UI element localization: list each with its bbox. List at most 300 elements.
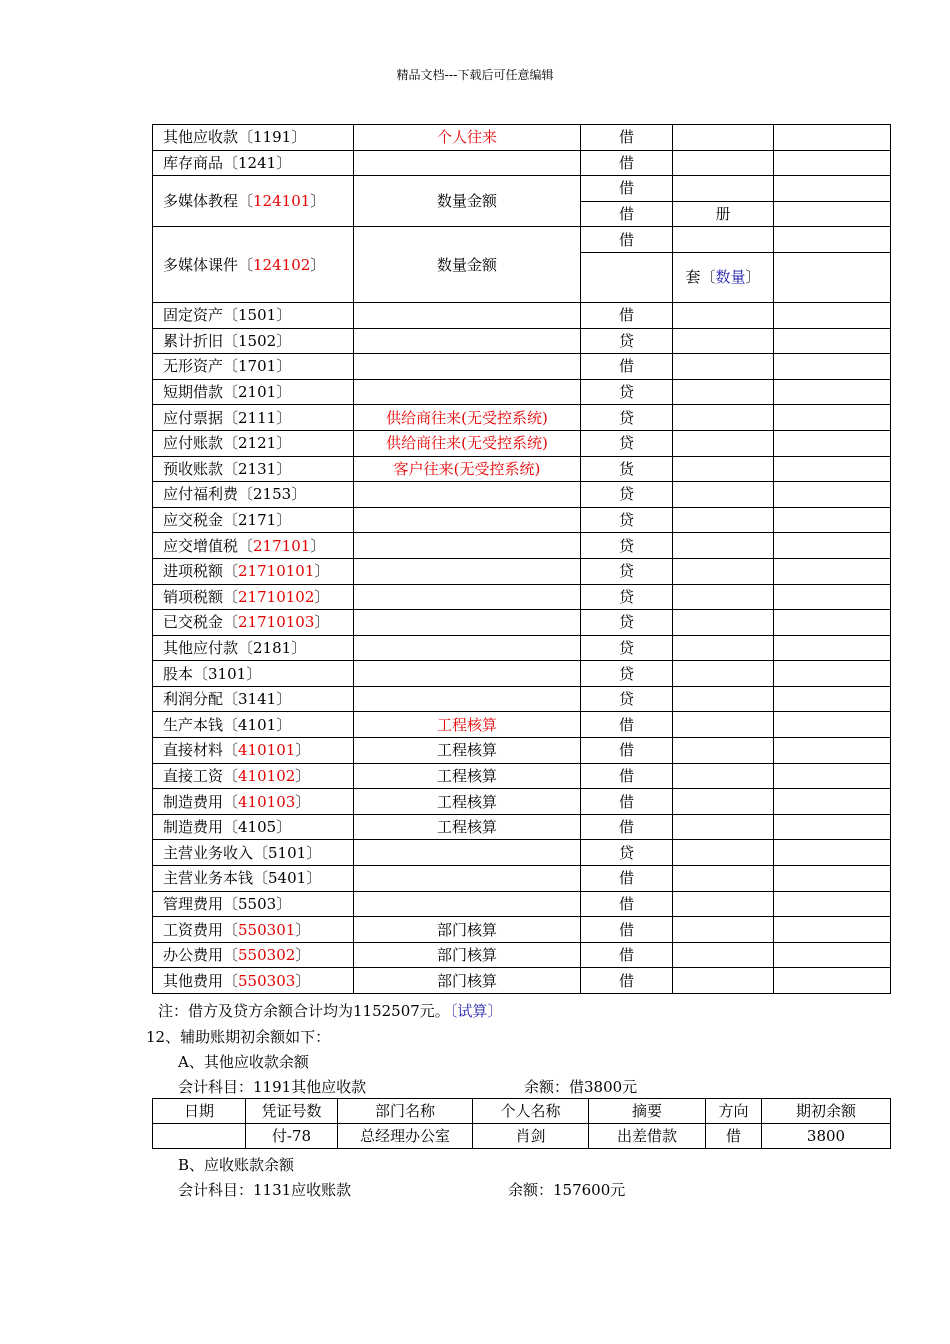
extra-cell: [774, 917, 891, 943]
account-code-bracket: 〕: [276, 383, 292, 402]
balance-direction-cell: 贷: [581, 661, 673, 687]
aux-header-person: 个人名称: [473, 1099, 589, 1124]
extra-cell: [774, 176, 891, 202]
account-name: 已交税金〔: [163, 613, 239, 632]
account-name: 直接工资〔: [163, 766, 239, 785]
extra-cell: [774, 354, 891, 380]
balance-direction-cell: 贷: [581, 507, 673, 533]
account-code-bracket: 〕: [276, 357, 292, 376]
unit-cell: [673, 840, 774, 866]
account-code-bracket: 〕: [314, 613, 330, 632]
subsection-b-balance: 余额：157600元: [508, 1181, 626, 1199]
account-name: 管理费用〔: [163, 894, 239, 913]
account-code-bracket: 〕: [295, 792, 311, 811]
aux-header-date: 日期: [153, 1099, 246, 1124]
account-name: 利润分配〔: [163, 690, 239, 709]
table-row: [153, 507, 891, 533]
aux-accounting-cell: [354, 686, 581, 712]
account-code: 2131: [238, 459, 277, 478]
aux-accounting-cell: [354, 610, 581, 636]
account-code: 3101: [208, 664, 247, 683]
extra-cell: [774, 328, 891, 354]
extra-cell: [774, 482, 891, 508]
table-row: [153, 328, 891, 354]
account-name-cell: [153, 891, 354, 917]
unit-cell: [673, 866, 774, 892]
account-code-bracket: 〕: [310, 192, 326, 211]
account-code: 550302: [238, 946, 296, 965]
balance-direction-cell: 贷: [581, 635, 673, 661]
unit-cell: [673, 891, 774, 917]
account-name: 制造费用〔: [163, 792, 239, 811]
aux-accounting-cell: [354, 635, 581, 661]
extra-cell: [774, 712, 891, 738]
account-name-cell: [153, 738, 354, 764]
account-name: 库存商品〔: [163, 153, 239, 172]
account-code: 550301: [238, 920, 296, 939]
account-code-bracket: 〕: [276, 434, 292, 453]
balance-direction-cell: 贷: [581, 379, 673, 405]
table-row: [153, 379, 891, 405]
account-name-cell: [153, 686, 354, 712]
table-row: [153, 917, 891, 943]
table-row: [153, 968, 891, 994]
account-code-bracket: 〕: [295, 741, 311, 760]
page-header: 精品文档---下载后可任意编辑: [396, 68, 554, 82]
table-row: [153, 738, 891, 764]
account-code: 4101: [238, 715, 277, 734]
account-code: 1241: [238, 153, 277, 172]
unit-cell: [673, 379, 774, 405]
balance-direction-cell: 借: [581, 763, 673, 789]
extra-cell: [774, 456, 891, 482]
account-code: 5503: [238, 894, 277, 913]
balance-direction-cell: 贷: [581, 405, 673, 431]
extra-cell: [774, 661, 891, 687]
table-row: [153, 482, 891, 508]
account-name: 主营业务本钱〔: [163, 869, 269, 888]
account-code-bracket: 〕: [295, 946, 311, 965]
aux-accounting-cell: 个人往来: [354, 125, 581, 151]
account-code: 5101: [268, 843, 307, 862]
unit-cell: [673, 328, 774, 354]
account-name: 短期借款〔: [163, 383, 239, 402]
unit-cell: [673, 430, 774, 456]
account-name: 应交增值税〔: [163, 536, 254, 555]
account-name-cell: [153, 405, 354, 431]
account-name-cell: [153, 456, 354, 482]
balance-direction-cell: 借: [581, 738, 673, 764]
aux-accounting-cell: [354, 150, 581, 176]
aux-header-department: 部门名称: [338, 1099, 473, 1124]
table-row: [153, 558, 891, 584]
account-name: 应付福利费〔: [163, 485, 254, 504]
aux-cell-person: 肖剑: [473, 1124, 589, 1149]
account-name-cell: [153, 763, 354, 789]
aux-accounting-cell: 部门核算: [354, 942, 581, 968]
account-code-bracket: 〕: [295, 971, 311, 990]
account-code-bracket: 〕: [306, 843, 322, 862]
account-code: 2121: [238, 434, 277, 453]
balance-direction-cell: 贷: [581, 686, 673, 712]
unit-cell: [673, 176, 774, 202]
account-name-cell: [153, 712, 354, 738]
account-code-bracket: 〕: [314, 587, 330, 606]
table-row: [153, 456, 891, 482]
balance-direction-cell: 贷: [581, 584, 673, 610]
balance-direction-cell: 借: [581, 354, 673, 380]
aux-accounting-cell: [354, 302, 581, 328]
account-code: 1701: [238, 357, 277, 376]
account-name: 固定资产〔: [163, 306, 239, 325]
balance-direction-cell: 借: [581, 227, 673, 253]
account-name-cell: [153, 789, 354, 815]
account-name-cell: [153, 430, 354, 456]
account-code: 410102: [238, 766, 296, 785]
account-code: 3141: [238, 690, 277, 709]
account-code: 410103: [238, 792, 296, 811]
account-code-bracket: 〕: [295, 766, 311, 785]
table-row: [153, 686, 891, 712]
aux-cell-summary: 出差借款: [589, 1124, 706, 1149]
account-name: 主营业务收入〔: [163, 843, 269, 862]
extra-cell: [774, 635, 891, 661]
account-name: 无形资产〔: [163, 357, 239, 376]
aux-table-header-row: [153, 1099, 891, 1124]
aux-accounting-cell: 部门核算: [354, 968, 581, 994]
table-row: [153, 430, 891, 456]
unit-cell: [673, 635, 774, 661]
aux-accounting-cell: 工程核算: [354, 738, 581, 764]
balance-direction-cell: 贷: [581, 482, 673, 508]
unit-cell: [673, 482, 774, 508]
aux-cell-opening-balance: 3800: [762, 1124, 891, 1149]
aux-accounting-cell: [354, 584, 581, 610]
account-name: 其他应收款〔: [163, 128, 254, 147]
table-row: [153, 866, 891, 892]
balance-direction-cell: 货: [581, 456, 673, 482]
account-code: 1191: [253, 128, 292, 147]
aux-accounting-cell: 工程核算: [354, 712, 581, 738]
account-code-bracket: 〕: [291, 638, 307, 657]
extra-cell: [774, 610, 891, 636]
extra-cell: [774, 789, 891, 815]
table-row: [153, 1124, 891, 1149]
extra-cell: [774, 584, 891, 610]
account-code: 4105: [238, 818, 277, 837]
account-code: 21710102: [238, 587, 315, 606]
aux-cell-voucher: 付-78: [246, 1124, 338, 1149]
account-name-cell: [153, 354, 354, 380]
account-name-cell: [153, 379, 354, 405]
unit-cell: [673, 150, 774, 176]
other-receivable-table: [152, 1098, 891, 1149]
account-name-cell: [153, 840, 354, 866]
balance-direction-cell: 借: [581, 814, 673, 840]
account-code: 1502: [238, 331, 277, 350]
subsection-a-balance: 余额：借3800元: [524, 1078, 638, 1096]
extra-cell: [774, 150, 891, 176]
account-name: 制造费用〔: [163, 818, 239, 837]
extra-cell: [774, 302, 891, 328]
account-code: 2181: [253, 638, 292, 657]
account-name: 预收账款〔: [163, 459, 239, 478]
aux-accounting-cell: [354, 558, 581, 584]
account-code: 1501: [238, 306, 277, 325]
extra-cell: [774, 507, 891, 533]
account-table: [152, 124, 891, 994]
account-code: 2101: [238, 383, 277, 402]
balance-direction-cell: 借: [581, 968, 673, 994]
unit-cell: [673, 302, 774, 328]
unit-cell: [673, 917, 774, 943]
table-row: [153, 789, 891, 815]
table-row: [153, 150, 891, 176]
table-row: [153, 584, 891, 610]
account-name-cell: [153, 610, 354, 636]
account-code-bracket: 〕: [291, 485, 307, 504]
account-code-bracket: 〕: [276, 715, 292, 734]
account-name-cell: [153, 227, 354, 303]
aux-accounting-cell: 数量金额: [354, 227, 581, 303]
unit-cell: [673, 814, 774, 840]
unit-cell: [673, 227, 774, 253]
balance-direction-cell: 借: [581, 150, 673, 176]
table-row: [153, 354, 891, 380]
account-name-cell: [153, 558, 354, 584]
aux-header-summary: 摘要: [589, 1099, 706, 1124]
account-name-cell: [153, 125, 354, 151]
extra-cell: [774, 866, 891, 892]
account-name-cell: [153, 150, 354, 176]
account-code-bracket: 〕: [310, 536, 326, 555]
table-row: [153, 840, 891, 866]
subsection-a-title: A、其他应收款余额: [178, 1053, 309, 1071]
aux-accounting-cell: [354, 866, 581, 892]
unit-bracket: 〕: [745, 268, 761, 287]
extra-cell: [774, 891, 891, 917]
account-name-cell: [153, 328, 354, 354]
unit-cell: [673, 789, 774, 815]
unit-cell: [673, 252, 774, 302]
account-code-bracket: 〕: [276, 408, 292, 427]
account-name: 多媒体课件〔: [163, 255, 254, 274]
account-name-cell: [153, 635, 354, 661]
account-code-bracket: 〕: [276, 331, 292, 350]
account-name: 其他费用〔: [163, 971, 239, 990]
unit-cell: [673, 763, 774, 789]
account-code: 217101: [253, 536, 311, 555]
balance-direction-cell: 借: [581, 712, 673, 738]
aux-accounting-cell: 工程核算: [354, 814, 581, 840]
unit-cell: [673, 354, 774, 380]
extra-cell: [774, 252, 891, 302]
unit-cell: [673, 686, 774, 712]
extra-cell: [774, 763, 891, 789]
account-name-cell: [153, 176, 354, 227]
unit-cell: [673, 558, 774, 584]
account-name: 应付账款〔: [163, 434, 239, 453]
extra-cell: [774, 968, 891, 994]
account-name: 工资费用〔: [163, 920, 239, 939]
unit-cell: [673, 712, 774, 738]
table-row: [153, 891, 891, 917]
balance-direction-cell: 借: [581, 891, 673, 917]
aux-accounting-cell: [354, 507, 581, 533]
aux-header-opening-balance: 期初余额: [762, 1099, 891, 1124]
aux-accounting-cell: [354, 354, 581, 380]
aux-accounting-cell: 数量金额: [354, 176, 581, 227]
account-name-cell: [153, 533, 354, 559]
account-name: 应交税金〔: [163, 511, 239, 530]
account-name: 销项税额〔: [163, 587, 239, 606]
table-row: [153, 227, 891, 253]
account-name: 直接材料〔: [163, 741, 239, 760]
section-12-heading: 12、辅助账期初余额如下：: [146, 1028, 331, 1046]
aux-accounting-cell: [354, 840, 581, 866]
balance-direction-cell: 贷: [581, 328, 673, 354]
aux-header-direction: 方向: [706, 1099, 762, 1124]
account-code-bracket: 〕: [306, 869, 322, 888]
account-code-bracket: 〕: [276, 818, 292, 837]
account-name: 其他应付款〔: [163, 638, 254, 657]
account-name-cell: [153, 942, 354, 968]
table-row: [153, 661, 891, 687]
extra-cell: [774, 558, 891, 584]
balance-direction-cell: 贷: [581, 558, 673, 584]
account-code-bracket: 〕: [276, 306, 292, 325]
aux-header-voucher: 凭证号数: [246, 1099, 338, 1124]
extra-cell: [774, 840, 891, 866]
unit-cell: [673, 610, 774, 636]
account-name: 进项税额〔: [163, 562, 239, 581]
unit-cell: [673, 125, 774, 151]
unit-cell: [673, 456, 774, 482]
aux-accounting-cell: 部门核算: [354, 917, 581, 943]
table-row: [153, 610, 891, 636]
account-code-bracket: 〕: [295, 920, 311, 939]
extra-cell: [774, 738, 891, 764]
account-code-bracket: 〕: [314, 562, 330, 581]
account-name-cell: [153, 482, 354, 508]
account-code-bracket: 〕: [276, 894, 292, 913]
account-name-cell: [153, 917, 354, 943]
unit-cell: [673, 533, 774, 559]
account-code-bracket: 〕: [276, 690, 292, 709]
account-name: 应付票据〔: [163, 408, 239, 427]
account-name: 办公费用〔: [163, 946, 239, 965]
balance-direction-cell: 借: [581, 302, 673, 328]
account-name-cell: [153, 968, 354, 994]
extra-cell: [774, 125, 891, 151]
aux-accounting-cell: 工程核算: [354, 763, 581, 789]
account-code: 21710103: [238, 613, 315, 632]
account-code: 2111: [238, 408, 277, 427]
aux-accounting-cell: [354, 482, 581, 508]
aux-accounting-cell: 供给商往来(无受控系统): [354, 430, 581, 456]
account-code-bracket: 〕: [276, 511, 292, 530]
unit-cell: [673, 405, 774, 431]
account-name-cell: [153, 507, 354, 533]
unit-cell: [673, 738, 774, 764]
table-row: [153, 125, 891, 151]
aux-cell-department: 总经理办公室: [338, 1124, 473, 1149]
balance-direction-cell: 借: [581, 176, 673, 202]
aux-cell-date: [153, 1124, 246, 1149]
table-row: [153, 712, 891, 738]
table-row: [153, 533, 891, 559]
table-row: [153, 302, 891, 328]
balance-direction-cell: 借: [581, 125, 673, 151]
account-name: 累计折旧〔: [163, 331, 239, 350]
account-code: 2171: [238, 511, 277, 530]
extra-cell: [774, 814, 891, 840]
table-row: [153, 942, 891, 968]
account-code-bracket: 〕: [276, 459, 292, 478]
account-code-bracket: 〕: [276, 153, 292, 172]
extra-cell: [774, 227, 891, 253]
balance-direction-cell: 贷: [581, 840, 673, 866]
table-row: [153, 814, 891, 840]
subsection-b-title: B、应收账款余额: [178, 1156, 295, 1174]
unit-cell: [673, 507, 774, 533]
aux-accounting-cell: [354, 533, 581, 559]
account-name-cell: [153, 584, 354, 610]
subsection-b-account: 会计科目：1131应收账款: [178, 1181, 352, 1199]
aux-accounting-cell: 客户往来(无受控系统): [354, 456, 581, 482]
account-code-bracket: 〕: [310, 255, 326, 274]
account-name: 多媒体教程〔: [163, 192, 254, 211]
account-code: 410101: [238, 741, 296, 760]
aux-accounting-cell: [354, 328, 581, 354]
aux-accounting-cell: [354, 891, 581, 917]
account-code: 124101: [253, 192, 311, 211]
extra-cell: [774, 430, 891, 456]
extra-cell: [774, 686, 891, 712]
table-row: [153, 405, 891, 431]
extra-cell: [774, 201, 891, 227]
balance-direction-cell: 借: [581, 942, 673, 968]
account-name-cell: [153, 661, 354, 687]
table-row: [153, 763, 891, 789]
balance-direction-cell: 贷: [581, 610, 673, 636]
trial-balance-link[interactable]: 〔试算〕: [449, 1002, 503, 1020]
account-name-cell: [153, 302, 354, 328]
aux-accounting-cell: 工程核算: [354, 789, 581, 815]
extra-cell: [774, 379, 891, 405]
account-code: 21710101: [238, 562, 315, 581]
table-row: [153, 635, 891, 661]
account-code: 124102: [253, 255, 311, 274]
extra-cell: [774, 533, 891, 559]
unit-cell: [673, 661, 774, 687]
balance-direction-cell: [581, 252, 673, 302]
extra-cell: [774, 942, 891, 968]
unit-cell: 册: [673, 201, 774, 227]
balance-direction-cell: 借: [581, 201, 673, 227]
account-name: 股本〔: [163, 664, 209, 683]
aux-accounting-cell: 供给商往来(无受控系统): [354, 405, 581, 431]
subsection-a-account: 会计科目：1191其他应收款: [178, 1078, 367, 1096]
balance-direction-cell: 借: [581, 866, 673, 892]
account-name-cell: [153, 814, 354, 840]
trial-balance-note: 注：借方及贷方余额合计均为1152507元。〔试算〕: [158, 1002, 503, 1020]
account-code-bracket: 〕: [246, 664, 262, 683]
balance-direction-cell: 贷: [581, 430, 673, 456]
quantity-label: 数量: [715, 268, 746, 287]
unit-cell: [673, 584, 774, 610]
aux-accounting-cell: [354, 379, 581, 405]
